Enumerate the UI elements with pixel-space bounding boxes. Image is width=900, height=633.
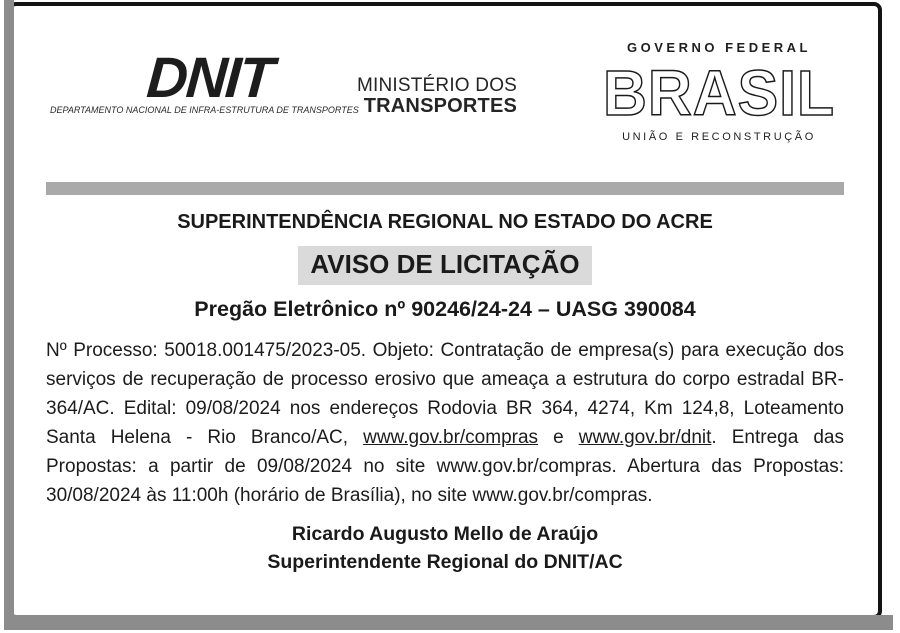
divider-bar bbox=[46, 182, 844, 195]
notice-title: AVISO DE LICITAÇÃO bbox=[298, 246, 591, 285]
signature-name: Ricardo Augusto Mello de Araújo bbox=[291, 523, 599, 545]
dnit-logo bbox=[50, 46, 359, 115]
notice-title-row bbox=[46, 246, 844, 285]
governo-federal-logo bbox=[596, 40, 842, 143]
ministry-line2: TRANSPORTES bbox=[363, 95, 518, 117]
uniao-reconstrucao-label: UNIÃO E RECONSTRUÇÃO bbox=[622, 131, 816, 143]
ministry-logo bbox=[357, 76, 517, 116]
superintendence-heading: SUPERINTENDÊNCIA REGIONAL NO ESTADO DO ACRE bbox=[177, 211, 713, 233]
ministry-line1: MINISTÉRIO DOS bbox=[356, 75, 518, 96]
signature-role: Superintendente Regional do DNIT/AC bbox=[267, 551, 623, 573]
signature-block bbox=[46, 520, 844, 576]
governo-federal-label: GOVERNO FEDERAL bbox=[627, 40, 811, 55]
dnit-link[interactable]: www.gov.br/dnit bbox=[578, 427, 712, 448]
body-text-3: . Entrega das Propostas: a partir de 09/08/2024 no site www.gov.br/compras. Abertura das Propostas: 30/08/2024 às 11:00h (horário de Brasília), no site www.gov.br/compras. bbox=[46, 427, 844, 506]
auction-heading: Pregão Eletrônico nº 90246/24-24 – UASG 390084 bbox=[194, 297, 696, 321]
body-text-2: e bbox=[538, 427, 579, 448]
dnit-acronym-text: DNIT bbox=[144, 46, 275, 110]
notice-body-paragraph bbox=[46, 336, 844, 510]
document-header bbox=[46, 32, 844, 154]
document-page bbox=[8, 2, 882, 619]
dnit-subtitle-text: DEPARTAMENTO NACIONAL DE INFRA-ESTRUTURA DE TRANSPORTES bbox=[50, 105, 359, 115]
frame-left-bar bbox=[4, 0, 14, 630]
brasil-wordmark-icon bbox=[599, 59, 839, 127]
compras-link[interactable]: www.gov.br/compras bbox=[363, 427, 539, 448]
body-text-1: Nº Processo: 50018.001475/2023-05. Objeto: Contratação de empresa(s) para execução dos serviços de recuperação de processo erosivo que ameaça a estrutura do corpo estradal BR-364/AC. Edital: 09/08/2024 nos endereços Rodovia BR 364, 4274, Km 124,8, Loteamento Santa Helena - Rio Branco/AC, bbox=[46, 340, 844, 448]
frame-bottom-bar bbox=[4, 615, 893, 630]
brasil-wordmark-text: BRASIL bbox=[603, 59, 835, 127]
